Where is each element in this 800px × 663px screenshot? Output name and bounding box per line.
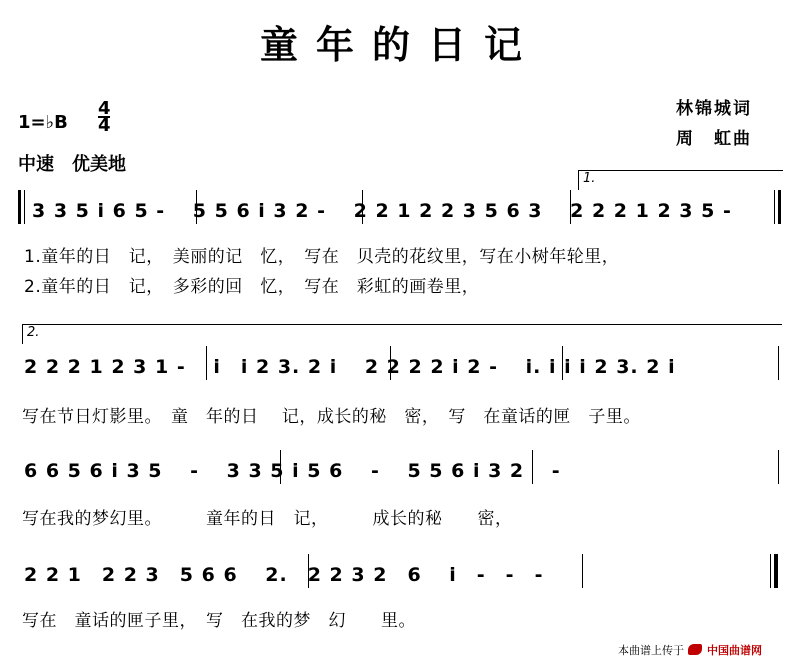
footer-prefix: 本曲谱上传于 <box>618 644 684 657</box>
lyricist-credit: 林锦城词 <box>676 99 752 119</box>
barline <box>778 450 779 484</box>
time-top: 4 <box>98 98 111 119</box>
lyrics-line: 写在 童话的匣子里， 写 在我的梦 幻 里。 <box>22 611 416 631</box>
tempo-marking: 中速 优美地 <box>18 154 126 175</box>
barline <box>778 346 779 380</box>
ending-2-label: 2. <box>27 325 40 340</box>
ending-2-bracket <box>22 324 23 344</box>
start-repeat-barline <box>18 190 21 224</box>
page-title: 童年的日记 <box>259 22 540 67</box>
final-barline-thick <box>774 554 778 588</box>
notation-line: 3 3 5 i 6 5 - 5 5 6 i 3 2 - 2 2 1 2 2 3 5 6 3 2 2 2 1 2 3 5 - <box>32 200 732 222</box>
key-label: 1=♭B <box>18 112 68 133</box>
ending-1-bracket <box>578 170 579 190</box>
lyrics-verse-2: 2.童年的日 记， 多彩的回 忆， 写在 彩虹的画卷里， <box>24 277 480 297</box>
final-barline-thin <box>770 554 771 588</box>
ending-1-line <box>578 170 783 171</box>
ending-1-label: 1. <box>583 171 596 186</box>
start-repeat-thin <box>24 190 25 224</box>
lyrics-line: 写在我的梦幻里。 童年的日 记， 成长的秘 密， <box>22 509 513 529</box>
time-signature <box>98 98 111 136</box>
notation-line: 2 2 2 1 2 3 1 - i i 2 3. 2 i 2 2 2 2 i 2 - i. i i i 2 3. 2 i <box>24 356 676 378</box>
key-signature <box>18 112 68 133</box>
end-repeat-barline <box>778 190 781 224</box>
composer-credit: 周 虹曲 <box>676 129 752 149</box>
time-bottom: 4 <box>98 115 111 136</box>
footer-watermark <box>618 642 762 658</box>
ending-2-line <box>22 324 782 325</box>
site-logo-icon <box>688 644 702 655</box>
end-repeat-thin <box>774 190 775 224</box>
notation-line: 2 2 1 2 2 3 5 6 6 2. 2 2 3 2 6 i - - - <box>24 564 544 586</box>
footer-site-name: 中国曲谱网 <box>707 644 762 657</box>
lyrics-line: 写在节日灯影里。 童 年的日 记，成长的秘 密， 写 在童话的匣 子里。 <box>22 407 641 427</box>
notation-line: 6 6 5 6 i 3 5 - 3 3 5 i 5 6 - 5 5 6 i 3 2 - <box>24 460 561 482</box>
lyrics-verse-1: 1.童年的日 记， 美丽的记 忆， 写在 贝壳的花纹里，写在小树年轮里， <box>24 247 620 267</box>
